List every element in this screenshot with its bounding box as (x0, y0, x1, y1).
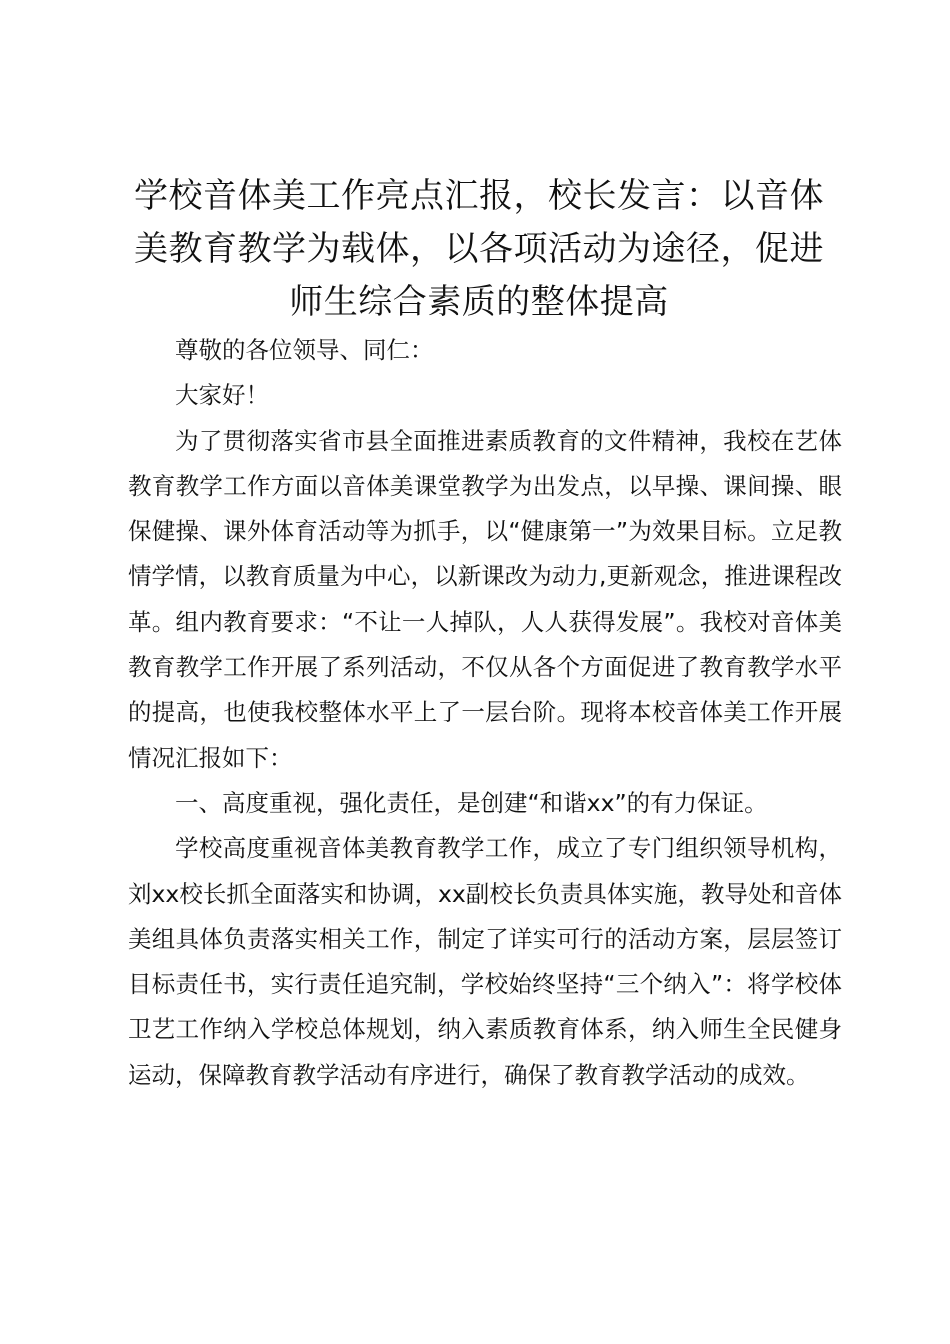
document-title: 学校音体美工作亮点汇报，校长发言：以音体美教育教学为载体，以各项活动为途径，促进师生综合素质的整体提高 (134, 176, 824, 322)
greeting: 大家好！ (175, 381, 269, 410)
intro-paragraph: 为了贯彻落实省市县全面推进素质教育的文件精神，我校在艺体教育教学工作方面以音体美课堂教学为出发点，以早操、课间操、眼保健操、课外体育活动等为抓手，以“健康第一”为效果目标。立足教情学情，以教育质量为中心，以新课改为动力,更新观念，推进课程改革。组内教育要求：“不让一人掉队，人人获得发展”。我校对音体美教育教学工作开展了系列活动，不仅从各个方面促进了教育教学水平的提高，也使我校整体水平上了一层台阶。现将本校音体美工作开展情况汇报如下： (128, 426, 842, 772)
section-heading-1: 一、高度重视，强化责任，是创建“和谐xx”的有力保证。 (175, 788, 768, 817)
section-1-paragraph: 学校高度重视音体美教育教学工作，成立了专门组织领导机构，刘xx校长抓全面落实和协调，xx副校长负责具体实施，教导处和音体美组具体负责落实相关工作，制定了详实可行的活动方案，层层签订目标责任书，实行责任追究制，学校始终坚持“三个纳入”：将学校体卫艺工作纳入学校总体规划，纳入素质教育体系，纳入师生全民健身运动，保障教育教学活动有序进行，确保了教育教学活动的成效。 (128, 834, 842, 1089)
salutation: 尊敬的各位领导、同仁： (175, 336, 434, 364)
document-body (128, 328, 842, 1098)
